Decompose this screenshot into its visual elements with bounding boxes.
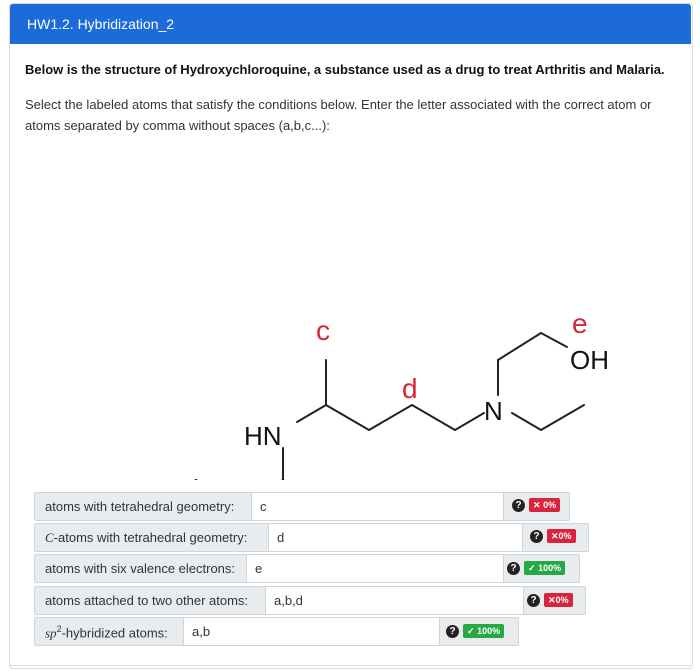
bond xyxy=(512,413,541,430)
question-circle-icon[interactable]: ? xyxy=(507,562,520,575)
bond xyxy=(412,405,455,430)
score-badge xyxy=(529,498,560,512)
label-c: c xyxy=(316,315,330,346)
answer-label: atoms attached to two other atoms: xyxy=(45,593,249,608)
answer-row-tetrahedral-atoms xyxy=(34,492,570,521)
label-e: e xyxy=(572,308,588,339)
atom-hn: HN xyxy=(244,421,282,451)
answer-label: atoms with tetrahedral geometry: xyxy=(45,499,235,514)
answer-row-tetrahedral-c-atoms xyxy=(34,523,589,552)
card-footer-divider xyxy=(9,665,691,666)
question-circle-icon[interactable]: ? xyxy=(527,594,540,607)
question-prompt: Below is the structure of Hydroxychloroquine, a substance used as a drug to treat Arthritis and Malaria. xyxy=(25,62,665,77)
bond xyxy=(455,413,484,430)
answer-label: -atoms with tetrahedral geometry: xyxy=(53,530,248,545)
answer-label-sup: 2 xyxy=(56,624,62,634)
bond xyxy=(541,333,567,347)
score-value: 0% xyxy=(543,500,557,510)
answer-input[interactable]: d xyxy=(268,523,523,552)
x-icon: ✕ xyxy=(533,500,541,510)
answer-row-six-valence-electrons xyxy=(34,554,580,583)
label-d: d xyxy=(402,373,418,404)
question-title: HW1.2. Hybridization_2 xyxy=(27,16,175,32)
bond xyxy=(498,333,541,360)
answer-input[interactable]: c xyxy=(251,492,504,521)
check-icon: ✓ xyxy=(528,563,536,573)
score-badge xyxy=(544,593,573,607)
bond xyxy=(326,405,369,430)
x-icon: ✕ xyxy=(551,531,559,541)
x-icon: ✕ xyxy=(548,595,556,605)
question-circle-icon[interactable]: ? xyxy=(530,530,543,543)
check-icon: ✓ xyxy=(467,626,475,636)
answer-input[interactable]: e xyxy=(246,554,504,583)
bond xyxy=(369,405,412,430)
answer-label-italic: sp xyxy=(45,625,57,641)
question-header xyxy=(10,4,691,44)
score-value: 100% xyxy=(477,626,501,636)
score-badge xyxy=(547,529,576,543)
question-instructions: Select the labeled atoms that satisfy the conditions below. Enter the letter associated with the correct atom or atoms separated by comma without spaces (a,b,c...): xyxy=(25,97,652,133)
atom-oh: OH xyxy=(570,345,609,375)
score-value: 0% xyxy=(558,531,572,541)
bond xyxy=(541,405,584,430)
question-circle-icon[interactable]: ? xyxy=(446,625,459,638)
molecule-structure xyxy=(0,150,700,480)
answer-label: -hybridized atoms: xyxy=(61,625,168,641)
score-badge xyxy=(463,624,504,638)
answer-row-attached-two-atoms xyxy=(34,586,586,615)
atom-n-amine: N xyxy=(484,396,503,426)
score-value: 100% xyxy=(538,563,562,573)
score-badge xyxy=(524,561,565,575)
answer-label-italic: C xyxy=(45,530,54,545)
answer-input[interactable]: a,b xyxy=(183,617,440,646)
question-circle-icon[interactable]: ? xyxy=(512,499,525,512)
answer-input[interactable]: a,b,d xyxy=(265,586,524,615)
score-value: 0% xyxy=(555,595,569,605)
bond xyxy=(297,405,326,422)
answer-label: atoms with six valence electrons: xyxy=(45,561,236,576)
